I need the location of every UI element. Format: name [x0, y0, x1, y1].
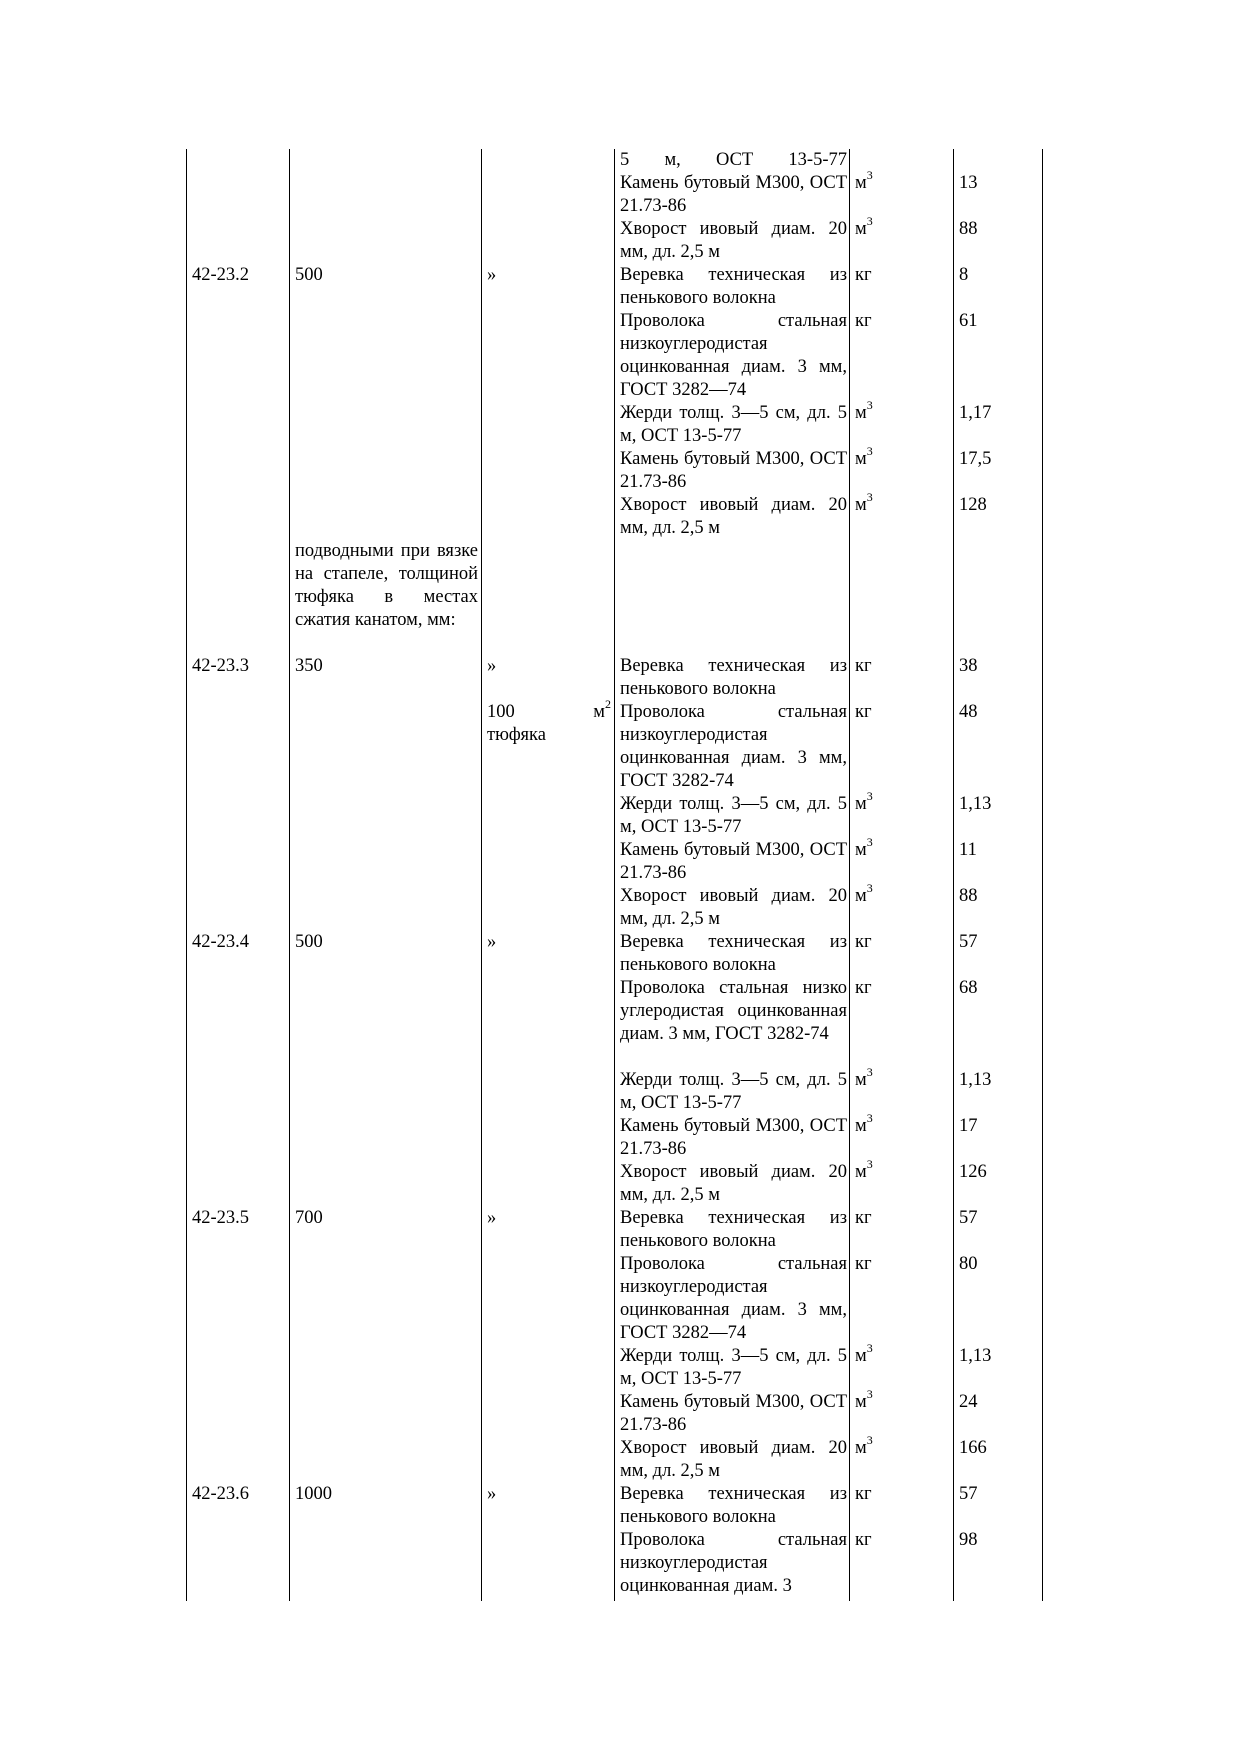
norm-code: 42-23.6	[192, 1484, 250, 1504]
material-unit	[855, 1207, 872, 1230]
material-name: Проволока стальная низкоуглеродистая оцинкованная диам. 3	[620, 1530, 847, 1596]
material-unit	[855, 213, 873, 241]
material-quantity: 17	[959, 1116, 978, 1136]
material-name: Хворост ивовый диам. 20 мм, дл. 2,5 м	[620, 1162, 847, 1205]
material-quantity: 1,13	[959, 1070, 992, 1090]
unit-superscript: 3	[866, 880, 873, 895]
unit-base: кг	[855, 978, 872, 998]
material-name: Веревка техническая из пенькового волокна	[620, 932, 847, 975]
material-unit	[855, 443, 873, 471]
measure-unit	[487, 696, 611, 747]
material-name: Жерди толщ. 3—5 см, дл. 5 м, ОСТ 13-5-77	[620, 1070, 847, 1113]
material-unit	[855, 264, 872, 287]
material-unit	[855, 1432, 873, 1460]
unit-base: кг	[855, 932, 872, 952]
material-unit	[855, 1253, 872, 1276]
unit-base: кг	[855, 1530, 872, 1550]
material-unit	[855, 880, 873, 908]
material-unit	[855, 1529, 872, 1552]
unit-superscript: 3	[866, 1386, 873, 1401]
unit-base: м	[855, 1346, 867, 1366]
material-quantity: 1,13	[959, 794, 992, 814]
unit-base: кг	[855, 656, 872, 676]
unit-superscript: 3	[866, 834, 873, 849]
unit-superscript: 3	[866, 1110, 873, 1125]
material-name: Камень бутовый М300, ОСТ 21.73-86	[620, 1116, 847, 1159]
material-name: Камень бутовый М300, ОСТ 21.73-86	[620, 449, 847, 492]
measure-unit-tail: тюфяка	[487, 725, 546, 745]
unit-base: м	[855, 1392, 867, 1412]
material-quantity: 24	[959, 1392, 978, 1412]
material-unit	[855, 834, 873, 862]
unit-base: кг	[855, 1484, 872, 1504]
material-quantity: 1,17	[959, 403, 992, 423]
material-unit	[855, 1110, 873, 1138]
material-unit	[855, 397, 873, 425]
measure-number: 100	[487, 702, 515, 722]
material-unit	[855, 977, 872, 1000]
unit-base: кг	[855, 1208, 872, 1228]
ditto-mark: »	[487, 656, 497, 676]
material-name: Веревка техническая из пенькового волокна	[620, 656, 847, 699]
mattress-thickness: 1000	[295, 1484, 332, 1504]
material-name: Проволока стальная низкоуглеродистая оцинкованная диам. 3 мм, ГОСТ 3282—74	[620, 1254, 847, 1343]
measure-unit-sup: 2	[605, 696, 611, 711]
mattress-thickness: 700	[295, 1208, 323, 1228]
material-quantity: 68	[959, 978, 978, 998]
unit-base: м	[855, 495, 867, 515]
unit-base: кг	[855, 1254, 872, 1274]
unit-superscript: 3	[866, 1432, 873, 1447]
material-unit	[855, 931, 872, 954]
mattress-thickness: 350	[295, 656, 323, 676]
material-quantity: 98	[959, 1530, 978, 1550]
material-name: Жерди толщ. 3—5 см, дл. 5 м, ОСТ 13-5-77	[620, 403, 847, 446]
unit-superscript: 3	[866, 489, 873, 504]
unit-base: м	[855, 840, 867, 860]
ditto-mark: »	[487, 265, 497, 285]
norm-code: 42-23.5	[192, 1208, 250, 1228]
material-quantity: 57	[959, 1208, 978, 1228]
unit-base: м	[855, 1162, 867, 1182]
material-quantity: 57	[959, 932, 978, 952]
material-unit	[855, 310, 872, 333]
material-quantity: 48	[959, 702, 978, 722]
material-unit	[855, 788, 873, 816]
unit-base: кг	[855, 702, 872, 722]
table-border-left	[186, 149, 187, 1601]
material-quantity: 11	[959, 840, 977, 860]
material-name: Веревка техническая из пенькового волокна	[620, 1208, 847, 1251]
material-unit	[855, 655, 872, 678]
unit-base: м	[855, 219, 867, 239]
unit-base: м	[855, 794, 867, 814]
material-quantity: 80	[959, 1254, 978, 1274]
material-quantity: 38	[959, 656, 978, 676]
column-divider-2	[481, 149, 482, 1601]
material-quantity: 88	[959, 219, 978, 239]
unit-superscript: 3	[866, 397, 873, 412]
unit-superscript: 3	[866, 213, 873, 228]
material-name: Хворост ивовый диам. 20 мм, дл. 2,5 м	[620, 886, 847, 929]
material-name: Жерди толщ. 3—5 см, дл. 5 м, ОСТ 13-5-77	[620, 794, 847, 837]
material-name: Проволока стальная низкоуглеродистая оцинкованная диам. 3 мм, ГОСТ 3282-74	[620, 702, 847, 791]
material-name: Проволока стальная низко углеродистая оцинкованная диам. 3 мм, ГОСТ 3282-74	[620, 978, 847, 1044]
material-quantity: 126	[959, 1162, 987, 1182]
unit-base: кг	[855, 311, 872, 331]
unit-base: м	[855, 886, 867, 906]
table-border-right	[1042, 149, 1043, 1601]
material-quantity: 166	[959, 1438, 987, 1458]
material-name: Веревка техническая из пенькового волокна	[620, 265, 847, 308]
material-name: Камень бутовый М300, ОСТ 21.73-86	[620, 173, 847, 216]
material-name: Хворост ивовый диам. 20 мм, дл. 2,5 м	[620, 219, 847, 262]
material-quantity: 13	[959, 173, 978, 193]
material-quantity: 8	[959, 265, 969, 285]
unit-base: м	[855, 1116, 867, 1136]
unit-superscript: 3	[866, 1156, 873, 1171]
material-quantity: 17,5	[959, 449, 992, 469]
material-continuation: 5 м, ОСТ 13-5-77	[620, 150, 847, 170]
material-unit	[855, 1386, 873, 1414]
unit-base: м	[855, 1070, 867, 1090]
material-unit	[855, 1064, 873, 1092]
ditto-mark: »	[487, 932, 497, 952]
unit-superscript: 3	[866, 1064, 873, 1079]
column-divider-5	[953, 149, 954, 1601]
material-unit	[855, 1156, 873, 1184]
column-divider-4	[849, 149, 850, 1601]
mattress-thickness: 500	[295, 932, 323, 952]
material-quantity: 128	[959, 495, 987, 515]
mattress-thickness: 500	[295, 265, 323, 285]
material-name: Хворост ивовый диам. 20 мм, дл. 2,5 м	[620, 1438, 847, 1481]
material-quantity: 61	[959, 311, 978, 331]
unit-base: м	[855, 173, 867, 193]
unit-base: м	[855, 1438, 867, 1458]
unit-base: м	[855, 449, 867, 469]
unit-base: м	[855, 403, 867, 423]
material-name: Камень бутовый М300, ОСТ 21.73-86	[620, 840, 847, 883]
material-unit	[855, 1340, 873, 1368]
material-quantity: 57	[959, 1484, 978, 1504]
material-name: Проволока стальная низкоуглеродистая оцинкованная диам. 3 мм, ГОСТ 3282—74	[620, 311, 847, 400]
column-divider-1	[289, 149, 290, 1601]
material-name: Камень бутовый М300, ОСТ 21.73-86	[620, 1392, 847, 1435]
unit-base: кг	[855, 265, 872, 285]
measure-unit-base: $м^2$	[593, 696, 611, 722]
material-quantity: 1,13	[959, 1346, 992, 1366]
unit-superscript: 3	[866, 1340, 873, 1355]
material-name: Веревка техническая из пенькового волокна	[620, 1484, 847, 1527]
column-divider-3	[614, 149, 615, 1601]
section-description: подводными при вязке на стапеле, толщиной тюфяка в местах сжатия канатом, мм:	[295, 541, 478, 630]
unit-superscript: 3	[866, 167, 873, 182]
material-unit	[855, 167, 873, 195]
material-unit	[855, 489, 873, 517]
norm-code: 42-23.4	[192, 932, 250, 952]
ditto-mark: »	[487, 1484, 497, 1504]
material-name: Жерди толщ. 3—5 см, дл. 5 м, ОСТ 13-5-77	[620, 1346, 847, 1389]
material-unit	[855, 1483, 872, 1506]
norm-code: 42-23.2	[192, 265, 250, 285]
material-quantity: 88	[959, 886, 978, 906]
material-name: Хворост ивовый диам. 20 мм, дл. 2,5 м	[620, 495, 847, 538]
unit-superscript: 3	[866, 443, 873, 458]
unit-superscript: 3	[866, 788, 873, 803]
material-unit	[855, 701, 872, 724]
norm-code: 42-23.3	[192, 656, 250, 676]
ditto-mark: »	[487, 1208, 497, 1228]
